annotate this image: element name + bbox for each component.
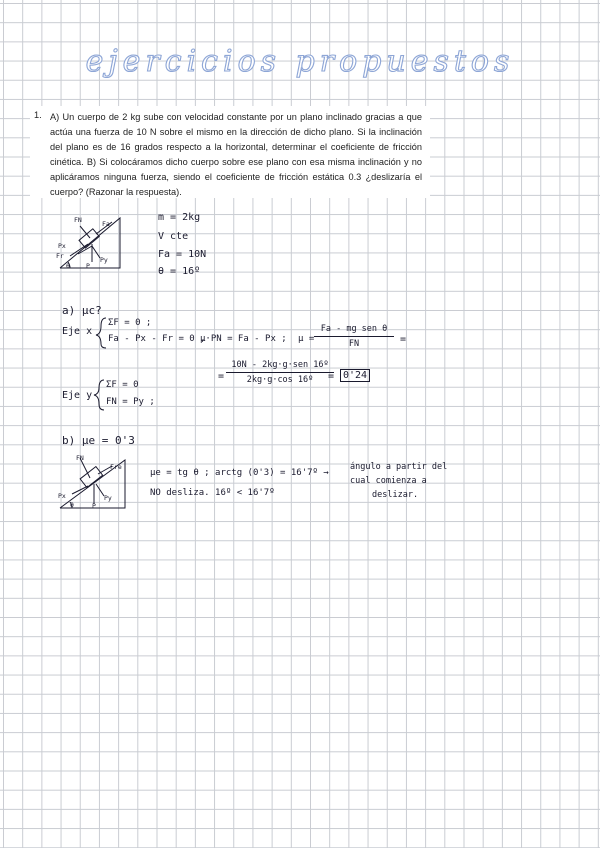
part-b-line2: NO desliza. 16º < 16'7º <box>150 488 275 498</box>
label-theta-b: θ <box>70 501 74 509</box>
eq-x1: ΣF = 0 ; <box>108 318 152 328</box>
problem-number: 1. <box>34 110 42 120</box>
eq-y1: ΣF = 0 <box>106 380 139 390</box>
arrow-py-b <box>96 484 104 496</box>
block-b <box>80 467 103 488</box>
note-line2: cual comienza a <box>350 476 427 486</box>
eq-y2: FN = Py ; <box>106 397 155 407</box>
label-fn-b: FN <box>76 454 84 462</box>
arrow-py <box>92 246 100 258</box>
label-py: Py <box>100 256 108 264</box>
label-fa: Fa <box>102 220 110 228</box>
part-b-line1: μe = tg θ ; arctg (0'3) = 16'7º → <box>150 468 329 478</box>
label-py-b: Py <box>104 494 112 502</box>
fraction-2 <box>226 360 334 385</box>
label-px-b: Px <box>58 492 66 500</box>
brace-x <box>96 318 106 348</box>
brace-y <box>94 380 104 410</box>
eje-x-label: Eje x <box>62 326 93 337</box>
block <box>79 229 99 248</box>
brackets <box>94 318 106 410</box>
equals-1: = <box>400 334 407 345</box>
label-fn: FN <box>74 216 82 224</box>
part-b-label: b) μe = 0'3 <box>62 434 135 447</box>
fraction-2-denominator: 2kg·g·cos 16º <box>246 375 314 385</box>
data-angle: θ = 16º <box>158 266 201 277</box>
note-line3: deslizar. <box>372 490 419 500</box>
incline-diagram-a <box>60 218 120 268</box>
data-mass: m = 2kg <box>158 212 201 223</box>
label-fre-b: Fre <box>110 463 122 471</box>
fraction-1 <box>314 324 394 349</box>
eq-x2: Fa - Px - Fr = 0 , <box>108 334 206 344</box>
fraction-2-numerator: 10N - 2kg·g·sen 16º <box>231 360 329 370</box>
label-px: Px <box>58 242 66 250</box>
label-fr: Fr <box>56 252 64 260</box>
label-theta: θ <box>66 262 70 270</box>
part-a-label: a) μc? <box>62 304 102 317</box>
note-line1: ángulo a partir del <box>350 462 448 472</box>
eje-y-label: Eje y <box>62 390 93 401</box>
result-box: 0'24 <box>340 369 370 382</box>
page-title: ejercicios propuestos <box>85 44 515 79</box>
label-p-b: P <box>92 502 96 510</box>
fraction-1-denominator: FN <box>348 339 360 349</box>
fraction-1-numerator: Fa - mg sen θ <box>320 324 388 334</box>
data-velocity: V cte <box>158 231 189 242</box>
equals-3: = <box>328 371 335 382</box>
data-force: Fa = 10N <box>158 249 207 260</box>
eq-mu: μ·PN = Fa - Px ; <box>200 334 287 344</box>
label-p: P <box>86 262 90 270</box>
mu-label: μ = <box>298 334 315 344</box>
problem-statement: A) Un cuerpo de 2 kg sube con velocidad constante por un plano inclinado gracias a que actúa una fuerza de 10 N sobre el mismo en la dirección de dicho plano. Si la inclinación del plano es de 16 grados respecto a la horizontal, determinar el coeficiente de fricción cinética. B) Si colocáramos dicho cuerpo sobre ese plano con esa misma inclinación y no aplicáramos ninguna fuerza, siendo el coeficiente de fricción estática 0.3 ¿deslizaría el cuerpo? (Razonar la respuesta). <box>50 112 422 197</box>
equals-2: = <box>218 371 225 382</box>
incline-plane <box>60 218 120 268</box>
